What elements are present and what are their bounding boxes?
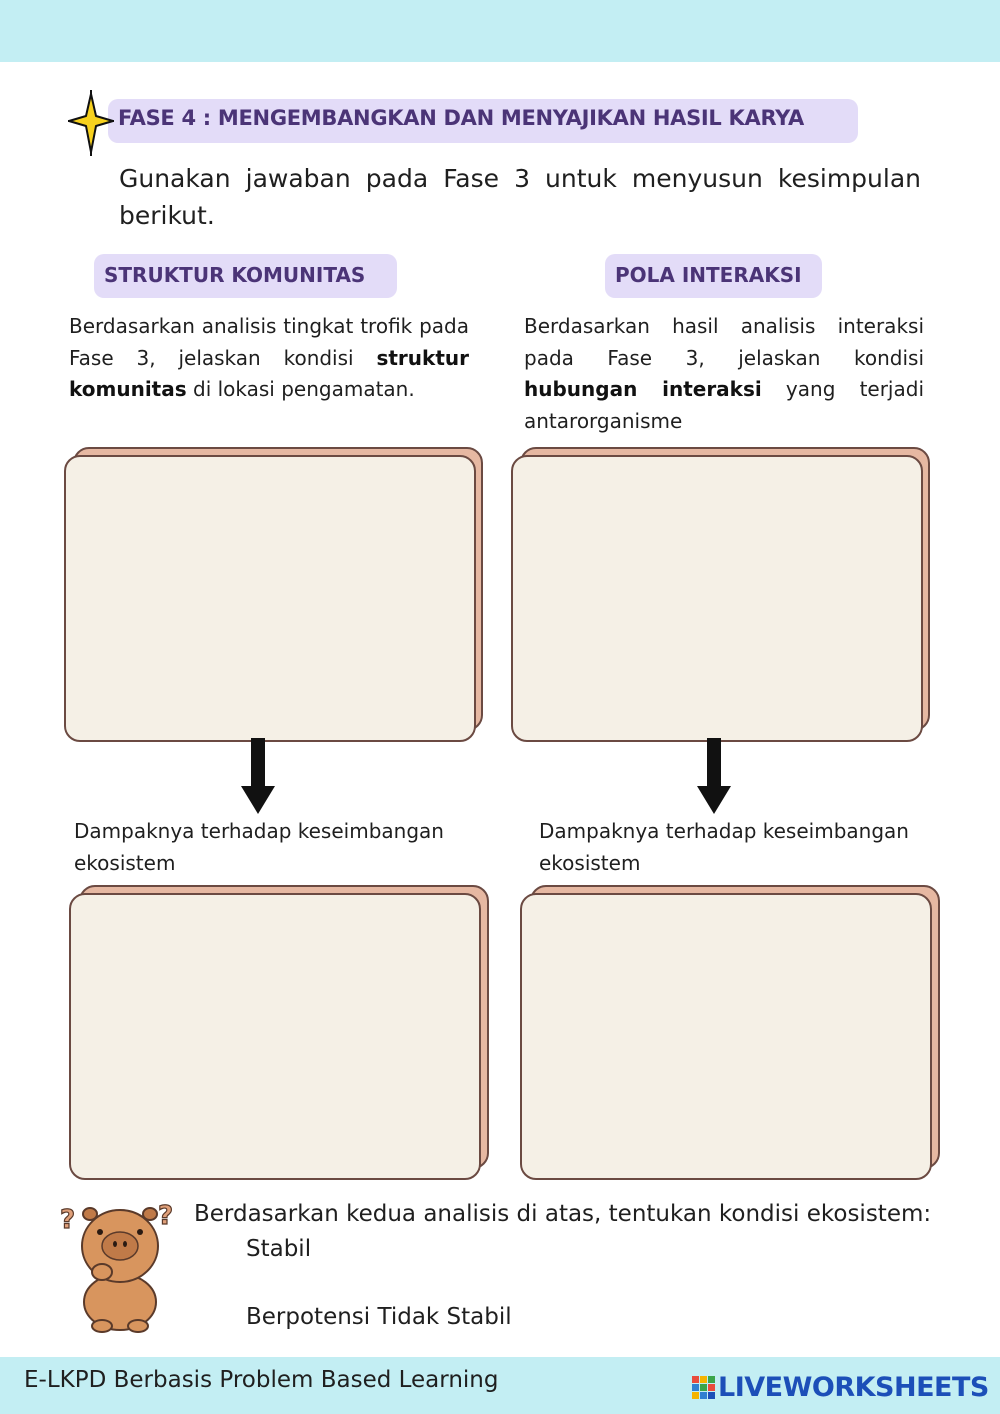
sparkle-star-icon [66,88,116,158]
left-impact-answer-box[interactable] [69,893,481,1180]
prompt-text: di lokasi pengamatan. [186,377,415,401]
capybara-thinking-icon [58,1198,180,1334]
liveworksheets-logo-icon [692,1374,716,1400]
left-impact-label: Dampaknya terhadap keseimbangan ekosistem [74,819,444,875]
conclusion-question: Berdasarkan kedua analisis di atas, tentukan kondisi ekosistem: [194,1201,932,1227]
right-impact-label: Dampaknya terhadap keseimbangan ekosistem [539,819,909,875]
pola-interaksi-heading: POLA INTERAKSI [615,263,802,287]
top-band [0,0,1000,62]
arrow-down-icon [240,738,276,814]
option-berpotensi-tidak-stabil[interactable]: Berpotensi Tidak Stabil [246,1304,512,1330]
struktur-komunitas-answer-box[interactable] [64,455,476,742]
phase-intro: Gunakan jawaban pada Fase 3 untuk menyusun kesimpulan berikut. [119,164,921,230]
pola-interaksi-answer-box[interactable] [511,455,923,742]
footer-text: E-LKPD Berbasis Problem Based Learning [24,1367,499,1393]
pola-interaksi-prompt [524,311,924,437]
svg-text:?: ? [60,1205,76,1235]
svg-text:?: ? [158,1201,174,1231]
phase-title: FASE 4 : MENGEMBANGKAN DAN MENYAJIKAN HASIL KARYA [118,106,805,130]
prompt-text: Berdasarkan hasil analisis interaksi pada Fase 3, jelaskan kondisi [524,314,924,370]
right-impact-answer-box[interactable] [520,893,932,1180]
brand-name: LIVEWORKSHEETS [718,1371,989,1403]
struktur-komunitas-heading: STRUKTUR KOMUNITAS [104,263,366,287]
prompt-text: yang terjadi antarorganisme [524,377,924,433]
option-stabil[interactable]: Stabil [246,1236,312,1262]
struktur-komunitas-prompt [69,311,469,406]
prompt-bold-text: struktur komunitas [69,345,469,401]
liveworksheets-brand[interactable] [692,1370,989,1404]
arrow-down-icon [696,738,732,814]
prompt-bold-text: hubungan interaksi [524,377,762,401]
prompt-text: Berdasarkan analisis tingkat trofik pada Fase 3, jelaskan kondisi [69,314,469,370]
